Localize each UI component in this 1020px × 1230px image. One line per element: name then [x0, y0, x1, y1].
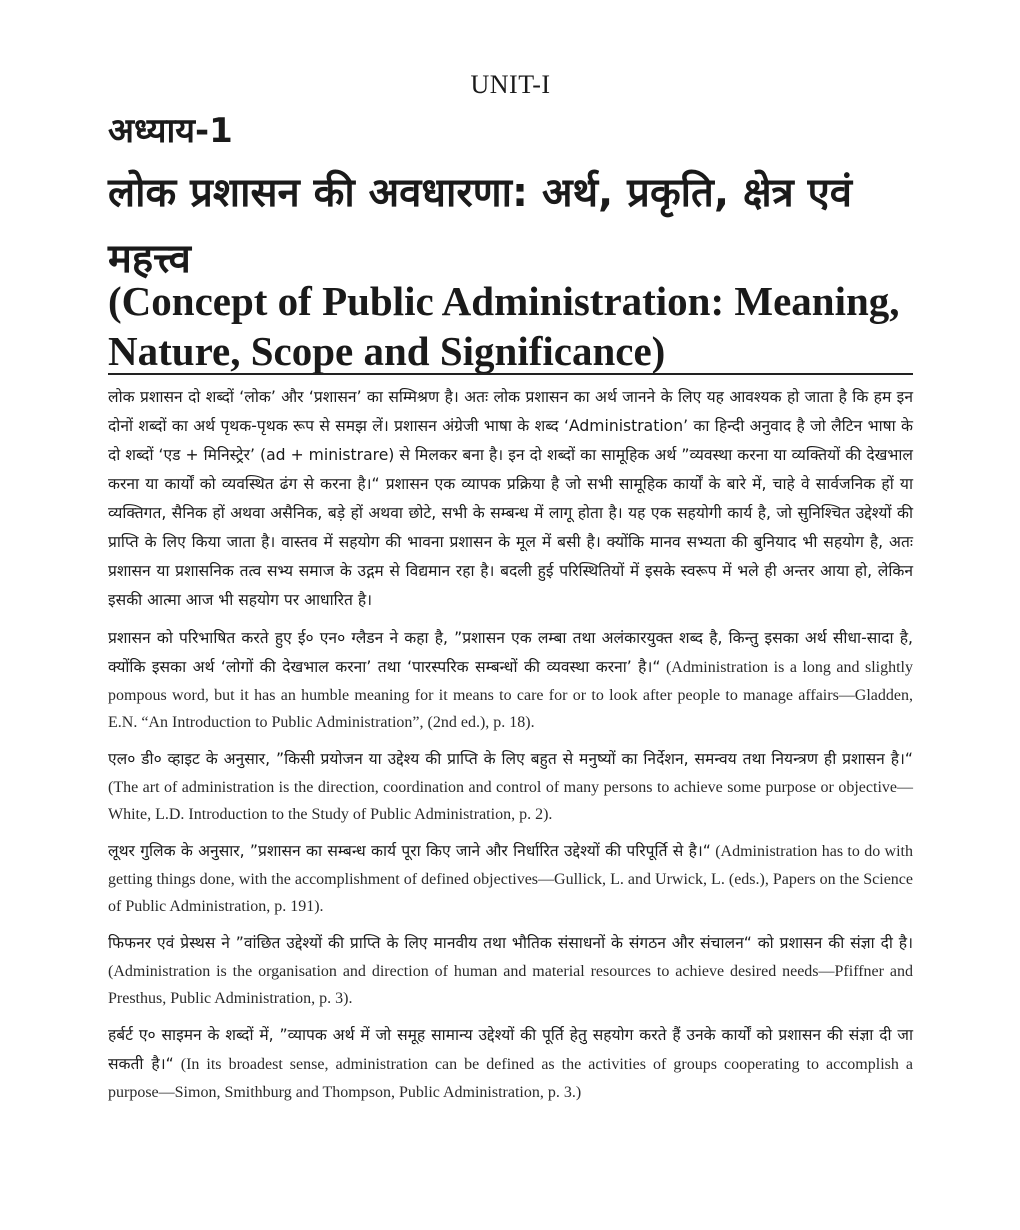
- paragraph-hindi: लोक प्रशासन दो शब्दों ‘लोक’ और ‘प्रशासन’ का सम्मिश्रण है। अतः लोक प्रशासन का अर्थ जानने के लिए यह आवश्यक हो जाता है कि हम इन दोनों शब्दों का अर्थ पृथक-पृथक रूप से समझ लें। प्रशासन अंग्रेजी भाषा के शब्द ‘Administration’ का हिन्दी अनुवाद है जो लैटिन भाषा के दो शब्दों ‘एड + मिनिस्ट्रेर’ (ad + ministrare) से मिलकर बना है। इन दो शब्दों का सामूहिक अर्थ ”व्यवस्था करना या व्यक्तियों की देखभाल करना या कार्यों को व्यवस्थित ढंग से करना है।“ प्रशासन एक व्यापक प्रक्रिया है जो सभी सामूहिक कार्यों के बारे में, चाहे वे सार्वजनिक हों या व्यक्तिगत, सैनिक हों अथवा असैनिक, बड़े हों अथवा छोटे, सभी के सम्बन्ध में लागू होता है। यह एक सहयोगी कार्य है, जो सुनिश्चित उद्देश्यों की प्राप्ति के लिए किया जाता है। वास्तव में सहयोग की भावना प्रशासन के मूल में बसी है। क्योंकि मानव सभ्यता की बुनियाद भी सहयोग है, अतः प्रशासन या प्रशासनिक तत्व सभ्य समाज के उद्गम से विद्यमान रहा है। बदली हुई परिस्थितियों में इसके स्वरूप में भले ही अन्तर आया हो, लेकिन इसकी आत्मा आज भी सहयोग पर आधारित है।: [108, 388, 913, 609]
- paragraph-english: (Administration has to do with getting things done, with the accomplishment of defined objectives—Gullick, L. and Urwick, L. (eds.), Papers on the Science of Public Administration, p. 191).: [108, 843, 914, 915]
- paragraph-intro: [108, 383, 913, 615]
- paragraph-english: (In its broadest sense, administration can be defined as the activities of groups cooperating to accomplish a purpose—Simon, Smithburg and Thompson, Public Administration, p. 3.): [108, 1056, 914, 1101]
- paragraph-english: (Administration is a long and slightly pompous word, but it has an humble meaning for it means to care for or to look after people to manage affairs—Gladden, E.N. “An Introduction to Public Administration”, (2nd ed.), p. 18).: [108, 659, 913, 731]
- chapter-title-hindi: लोक प्रशासन की अवधारणा: अर्थ, प्रकृति, क्षेत्र एवं महत्त्व: [108, 170, 852, 282]
- unit-heading: UNIT-I: [470, 70, 551, 99]
- chapter-title-english: (Concept of Public Administration: Meaning, Nature, Scope and Significance): [108, 278, 900, 374]
- paragraph-hindi: फिफनर एवं प्रेस्थस ने ”वांछित उद्देश्यों की प्राप्ति के लिए मानवीय तथा भौतिक संसाधनों के संगठन और संचालन“ को प्रशासन की संज्ञा दी है।: [108, 934, 913, 952]
- chapter-number: अध्याय-1: [108, 111, 233, 151]
- paragraph-gulick: [108, 837, 913, 920]
- paragraph-english: (Administration is the organisation and direction of human and material resources to achieve desired needs—Pfiffner and Presthus, Public Administration, p. 3).: [108, 963, 913, 1007]
- body-text: [108, 383, 913, 1115]
- paragraph-hindi: प्रशासन को परिभाषित करते हुए ई० एन० ग्लैडन ने कहा है, ”प्रशासन एक लम्बा तथा अलंकारयुक्त शब्द है, किन्तु इसका अर्थ सीधा-सादा है, क्योंकि इसका अर्थ ‘लोगों की देखभाल करना’ तथा ‘पारस्परिक सम्बन्धों की व्यवस्था करना’ है।“: [108, 629, 913, 676]
- paragraph-hindi: एल० डी० व्हाइट के अनुसार, ”किसी प्रयोजन या उद्देश्य की प्राप्ति के लिए बहुत से मनुष्यों का निर्देशन, समन्वय तथा नियन्त्रण ही प्रशासन है।“: [108, 750, 913, 768]
- paragraph-simon: [108, 1021, 913, 1106]
- paragraph-pfiffner: [108, 929, 913, 1012]
- paragraph-english: (The art of administration is the direction, coordination and control of many persons to achieve some purpose or objective—White, L.D. Introduction to the Study of Public Administration, p. 2).: [108, 779, 913, 823]
- paragraph-white: [108, 745, 913, 828]
- paragraph-hindi: हर्बर्ट ए० साइमन के शब्दों में, ”व्यापक अर्थ में जो समूह सामान्य उद्देश्यों की पूर्ति हेतु सहयोग करते हैं उनके कार्यों को प्रशासन की संज्ञा दी जा सकती है।“: [108, 1026, 913, 1073]
- paragraph-gladden: [108, 624, 913, 736]
- title-divider: [108, 373, 913, 375]
- paragraph-hindi: लूथर गुलिक के अनुसार, ”प्रशासन का सम्बन्ध कार्य पूरा किए जाने और निर्धारित उद्देश्यों की परिपूर्ति से है।“: [108, 842, 711, 860]
